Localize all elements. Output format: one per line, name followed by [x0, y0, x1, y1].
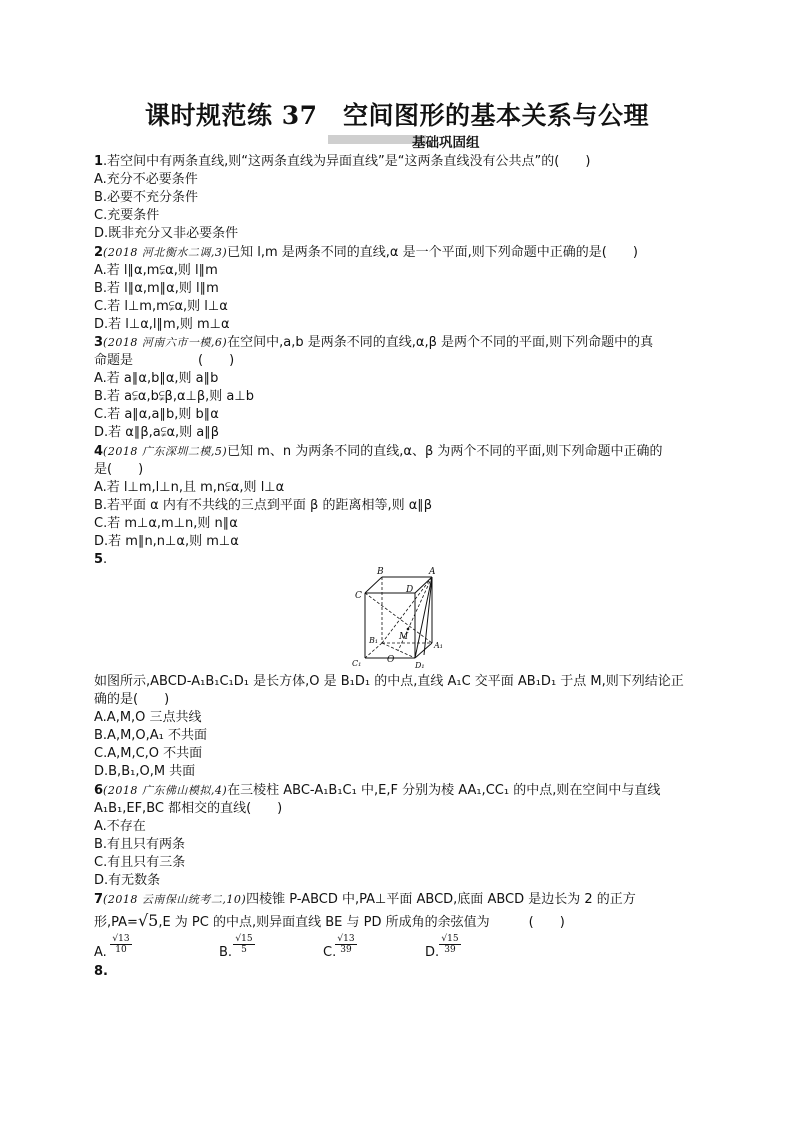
question-number: 4	[94, 444, 104, 459]
question-number: 6	[94, 783, 104, 798]
question-5-option-b: B.A,M,O,A₁ 不共面	[94, 728, 208, 743]
vertex-label-o: O	[387, 655, 395, 665]
vertex-label-b: B	[377, 567, 384, 577]
question-3-stem-cont: 命题是 ( )	[94, 353, 235, 368]
question-source: (2018 河南六市一模,6)	[103, 336, 228, 349]
question-5-option-d: D.B,B₁,O,M 共面	[94, 764, 196, 779]
question-5-number: 5.	[94, 552, 108, 567]
question-number: 1	[94, 154, 104, 169]
question-source: (2018 云南保山统考二,10)	[103, 893, 247, 906]
question-6-option-a: A.不存在	[94, 819, 146, 834]
question-number: 3	[94, 335, 104, 350]
section-title: 基础巩固组	[412, 135, 480, 151]
question-7-option-c-letter: C.	[323, 945, 337, 960]
vertex-label-c: C	[355, 591, 362, 601]
question-7-stem-cont: 形,PA=√5,E 为 PC 的中点,则异面直线 BE 与 PD 所成角的余弦值为 ( )	[94, 911, 565, 930]
question-1-stem: 1.若空间中有两条直线,则“这两条直线为异面直线”是“这两条直线没有公共点”的( )	[94, 154, 591, 169]
question-6-option-c: C.有且只有三条	[94, 855, 186, 870]
question-6-stem: 6(2018 广东佛山模拟,4)在三棱柱 ABC-A₁B₁C₁ 中,E,F 分别为棱 AA₁,CC₁ 的中点,则在空间中与直线	[94, 783, 661, 798]
point-m	[407, 628, 410, 631]
cuboid-figure	[352, 565, 452, 672]
question-7-option-d-fraction: $\frac{√15}{39}$	[439, 934, 461, 955]
question-number: 2	[94, 245, 104, 260]
question-source: (2018 河北衡水二调,3)	[103, 246, 228, 259]
vertex-label-a: A	[429, 567, 436, 577]
question-2-option-b: B.若 l∥α,m∥α,则 l∥m	[94, 281, 219, 296]
question-1-option-b: B.必要不充分条件	[94, 190, 199, 205]
question-4-stem-cont: 是( )	[94, 462, 144, 477]
question-7-option-b-fraction: $\frac{√15}{5}$	[233, 934, 255, 955]
question-3-option-a: A.若 a∥α,b∥α,则 a∥b	[94, 371, 219, 386]
question-3-option-b: B.若 a⫋α,b⫋β,α⊥β,则 a⊥b	[94, 389, 254, 404]
question-7-option-a-fraction: $\frac{√13}{10}$	[110, 934, 132, 955]
question-7-option-d-letter: D.	[425, 945, 440, 960]
question-4-option-a: A.若 l⊥m,l⊥n,且 m,n⫋α,则 l⊥α	[94, 480, 285, 495]
question-number: 7	[94, 892, 104, 907]
question-4-option-c: C.若 m⊥α,m⊥n,则 n∥α	[94, 516, 238, 531]
vertex-label-c1: C₁	[352, 659, 362, 668]
vertex-label-m: M	[399, 632, 409, 642]
question-5-stem: 如图所示,ABCD-A₁B₁C₁D₁ 是长方体,O 是 B₁D₁ 的中点,直线 A₁C 交平面 AB₁D₁ 于点 M,则下列结论正	[94, 674, 684, 689]
question-5-stem-cont: 确的是( )	[94, 692, 170, 707]
question-1-option-d: D.既非充分又非必要条件	[94, 226, 239, 241]
question-3-option-c: C.若 a∥α,a∥b,则 b∥α	[94, 407, 219, 422]
question-2-option-c: C.若 l⊥m,m⫋α,则 l⊥α	[94, 299, 228, 314]
vertex-label-a1: A₁	[434, 641, 443, 650]
vertex-label-b1: B₁	[369, 636, 379, 645]
question-6-option-d: D.有无数条	[94, 873, 161, 888]
question-7-option-a-letter: A.	[94, 945, 107, 960]
question-7-option-c-fraction: $\frac{√13}{39}$	[335, 934, 357, 955]
question-4-stem: 4(2018 广东深圳二模,5)已知 m、n 为两条不同的直线,α、β 为两个不同的平面,则下列命题中正确的	[94, 444, 663, 459]
question-7-stem: 7(2018 云南保山统考二,10)四棱锥 P-ABCD 中,PA⊥平面 ABCD,底面 ABCD 是边长为 2 的正方	[94, 892, 636, 907]
question-6-option-b: B.有且只有两条	[94, 837, 186, 852]
question-5-option-a: A.A,M,O 三点共线	[94, 710, 202, 725]
question-4-option-b: B.若平面 α 内有不共线的三点到平面 β 的距离相等,则 α∥β	[94, 498, 433, 513]
page-title: 课时规范练 37 空间图形的基本关系与公理	[145, 101, 649, 130]
question-6-stem-cont: A₁B₁,EF,BC 都相交的直线( )	[94, 801, 283, 816]
question-1-option-a: A.充分不必要条件	[94, 172, 198, 187]
question-3-option-d: D.若 α∥β,a⫋α,则 a∥β	[94, 425, 220, 440]
vertex-label-d1: D₁	[415, 661, 425, 670]
question-1-option-c: C.充要条件	[94, 208, 160, 223]
sqrt5: √5	[137, 911, 159, 930]
question-8-number: 8.	[94, 964, 108, 979]
question-source: (2018 广东佛山模拟,4)	[103, 784, 228, 797]
question-source: (2018 广东深圳二模,5)	[103, 445, 228, 458]
vertex-label-d: D	[406, 585, 414, 595]
question-2-stem: 2(2018 河北衡水二调,3)已知 l,m 是两条不同的直线,α 是一个平面,则下列命题中正确的是( )	[94, 245, 638, 260]
question-3-stem: 3(2018 河南六市一模,6)在空间中,a,b 是两条不同的直线,α,β 是两个不同的平面,则下列命题中的真	[94, 335, 654, 350]
question-2-option-a: A.若 l∥α,m⫋α,则 l∥m	[94, 263, 218, 278]
question-4-option-d: D.若 m∥n,n⊥α,则 m⊥α	[94, 534, 239, 549]
question-7-option-b-letter: B.	[219, 945, 233, 960]
question-2-option-d: D.若 l⊥α,l∥m,则 m⊥α	[94, 317, 230, 332]
question-5-option-c: C.A,M,C,O 不共面	[94, 746, 203, 761]
